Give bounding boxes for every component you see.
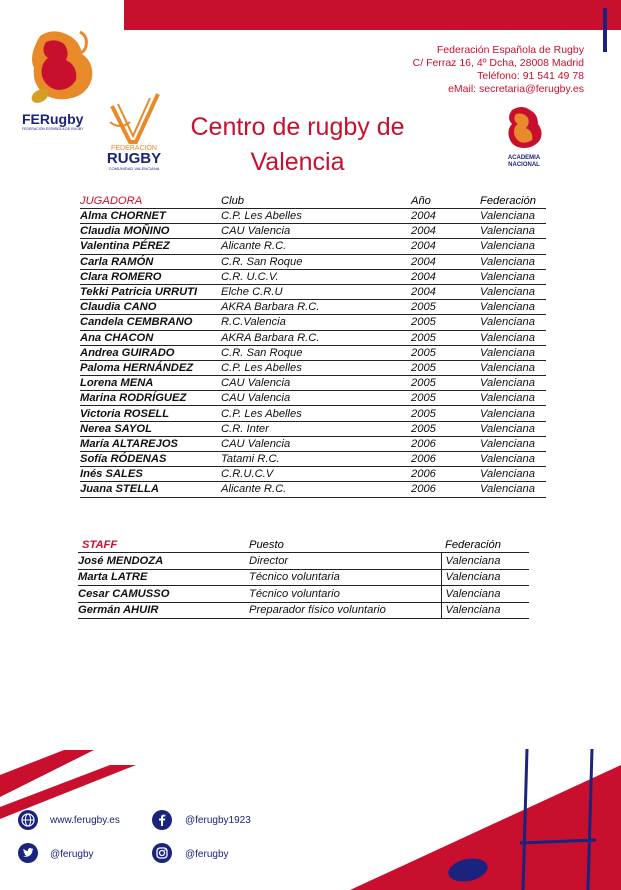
footer-decoration — [0, 735, 621, 890]
staff-row — [78, 569, 529, 586]
player-federation: Valenciana — [480, 345, 546, 360]
players-header-federation: Federación — [480, 193, 546, 209]
player-name: Claudia CANO — [80, 300, 221, 315]
staff-role: Técnico voluntario — [249, 586, 441, 603]
player-federation: Valenciana — [480, 421, 546, 436]
page-title-line1: Centro de rugby de — [190, 113, 405, 141]
player-row — [80, 300, 546, 315]
player-year: 2006 — [411, 452, 480, 467]
player-year: 2005 — [411, 406, 480, 421]
player-year: 2005 — [411, 360, 480, 375]
academia-nacional-logo — [495, 104, 553, 174]
federacion-v-icon — [106, 92, 162, 144]
player-name: Clara ROMERO — [80, 269, 221, 284]
federacion-logo-top: FEDERACIÓN — [111, 145, 157, 152]
staff-federation: Valenciana — [441, 569, 529, 586]
player-name: María ALTAREJOS — [80, 436, 221, 451]
player-name: Juana STELLA — [80, 482, 221, 497]
player-row — [80, 376, 546, 391]
federacion-cv-logo — [104, 92, 164, 174]
players-header-row — [80, 193, 546, 209]
staff-header-name: STAFF — [78, 537, 249, 553]
player-year: 2005 — [411, 345, 480, 360]
footer-facebook-link[interactable]: @ferugby1923 — [185, 815, 251, 826]
player-federation: Valenciana — [480, 239, 546, 254]
staff-row — [78, 586, 529, 603]
top-navy-bar — [603, 8, 607, 52]
top-red-band — [124, 0, 621, 30]
player-name: Claudia MOÑINO — [80, 224, 221, 239]
player-club: CAU Valencia — [221, 376, 411, 391]
player-name: Candela CEMBRANO — [80, 315, 221, 330]
player-year: 2004 — [411, 224, 480, 239]
federation-phone: Teléfono: 91 541 49 78 — [477, 70, 584, 82]
twitter-icon — [18, 843, 38, 868]
player-row — [80, 330, 546, 345]
player-federation: Valenciana — [480, 467, 546, 482]
player-name: Tekki Patricia URRUTI — [80, 284, 221, 299]
players-header-year: Año — [411, 193, 480, 209]
player-name: Sofía RÓDENAS — [80, 452, 221, 467]
ferugby-lion-icon — [22, 26, 104, 108]
staff-header-federation: Federación — [441, 537, 529, 553]
ferugby-logo-text: FERugby — [22, 111, 84, 127]
player-year: 2004 — [411, 284, 480, 299]
player-club: CAU Valencia — [221, 224, 411, 239]
player-federation: Valenciana — [480, 209, 546, 224]
player-row — [80, 254, 546, 269]
federation-address: C/ Ferraz 16, 4º Dcha, 28008 Madrid — [412, 57, 584, 69]
staff-role: Preparador físico voluntario — [249, 602, 441, 619]
player-name: Valentina PÉREZ — [80, 239, 221, 254]
staff-role: Técnico voluntaria — [249, 569, 441, 586]
player-club: Elche C.R.U — [221, 284, 411, 299]
staff-header-role: Puesto — [249, 537, 441, 553]
players-header-name: JUGADORA — [80, 193, 221, 209]
player-year: 2004 — [411, 239, 480, 254]
federation-email: eMail: secretaria@ferugby.es — [448, 83, 584, 95]
player-club: AKRA Barbara R.C. — [221, 300, 411, 315]
player-name: Inés SALES — [80, 467, 221, 482]
player-club: CAU Valencia — [221, 436, 411, 451]
player-year: 2004 — [411, 269, 480, 284]
players-table — [80, 193, 546, 498]
player-name: Nerea SAYOL — [80, 421, 221, 436]
federation-contact — [413, 44, 584, 96]
player-year: 2005 — [411, 421, 480, 436]
player-federation: Valenciana — [480, 452, 546, 467]
staff-row — [78, 602, 529, 619]
player-federation: Valenciana — [480, 330, 546, 345]
player-club: C.R. San Roque — [221, 345, 411, 360]
player-club: C.R. San Roque — [221, 254, 411, 269]
player-club: AKRA Barbara R.C. — [221, 330, 411, 345]
player-name: Andrea GUIRADO — [80, 345, 221, 360]
player-name: Paloma HERNÁNDEZ — [80, 360, 221, 375]
player-federation: Valenciana — [480, 376, 546, 391]
player-club: Tatami R.C. — [221, 452, 411, 467]
player-year: 2004 — [411, 254, 480, 269]
instagram-icon — [152, 843, 172, 868]
staff-header-row — [78, 537, 529, 553]
player-federation: Valenciana — [480, 406, 546, 421]
player-name: Lorena MENA — [80, 376, 221, 391]
player-federation: Valenciana — [480, 224, 546, 239]
player-federation: Valenciana — [480, 269, 546, 284]
staff-role: Director — [249, 553, 441, 570]
ferugby-logo — [22, 26, 104, 136]
player-club: C.P. Les Abelles — [221, 406, 411, 421]
player-row — [80, 482, 546, 497]
player-row — [80, 360, 546, 375]
staff-name: Cesar CAMUSSO — [78, 586, 249, 603]
player-federation: Valenciana — [480, 254, 546, 269]
player-row — [80, 452, 546, 467]
player-year: 2006 — [411, 467, 480, 482]
players-header-club: Club — [221, 193, 411, 209]
facebook-icon — [152, 810, 172, 835]
footer-twitter-link[interactable]: @ferugby — [50, 849, 94, 860]
staff-name: Germán AHUIR — [78, 602, 249, 619]
staff-table — [78, 537, 529, 619]
player-club: C.R. Inter — [221, 421, 411, 436]
player-federation: Valenciana — [480, 284, 546, 299]
federation-name: Federación Española de Rugby — [436, 44, 584, 56]
staff-name: José MENDOZA — [78, 553, 249, 570]
page-title — [180, 110, 415, 180]
staff-row — [78, 553, 529, 570]
ferugby-logo-subtext: FEDERACIÓN ESPAÑOLA DE RUGBY — [22, 127, 84, 131]
player-federation: Valenciana — [480, 315, 546, 330]
player-federation: Valenciana — [480, 391, 546, 406]
player-club: C.P. Les Abelles — [221, 209, 411, 224]
player-club: C.P. Les Abelles — [221, 360, 411, 375]
player-row — [80, 269, 546, 284]
academia-logo-line2: NACIONAL — [508, 162, 540, 168]
player-row — [80, 406, 546, 421]
player-row — [80, 284, 546, 299]
player-name: Marina RODRÍGUEZ — [80, 391, 221, 406]
website-icon — [18, 810, 38, 835]
player-club: R.C.Valencia — [221, 315, 411, 330]
player-name: Ana CHACON — [80, 330, 221, 345]
player-federation: Valenciana — [480, 436, 546, 451]
player-federation: Valenciana — [480, 482, 546, 497]
staff-federation: Valenciana — [441, 553, 529, 570]
player-federation: Valenciana — [480, 300, 546, 315]
player-club: Alicante R.C. — [221, 239, 411, 254]
player-name: Victoria ROSELL — [80, 406, 221, 421]
player-year: 2005 — [411, 300, 480, 315]
player-row — [80, 467, 546, 482]
player-row — [80, 345, 546, 360]
player-row — [80, 209, 546, 224]
player-year: 2004 — [411, 209, 480, 224]
player-row — [80, 436, 546, 451]
staff-federation: Valenciana — [441, 602, 529, 619]
player-year: 2005 — [411, 330, 480, 345]
player-row — [80, 239, 546, 254]
player-name: Carla RAMÓN — [80, 254, 221, 269]
player-club: CAU Valencia — [221, 391, 411, 406]
staff-federation: Valenciana — [441, 586, 529, 603]
player-year: 2006 — [411, 482, 480, 497]
player-row — [80, 421, 546, 436]
player-year: 2005 — [411, 315, 480, 330]
player-row — [80, 224, 546, 239]
academia-lion-icon — [502, 104, 546, 150]
player-row — [80, 315, 546, 330]
player-year: 2006 — [411, 436, 480, 451]
player-year: 2005 — [411, 391, 480, 406]
page-title-line2: Valencia — [250, 148, 345, 176]
footer-instagram-link[interactable]: @ferugby — [185, 849, 229, 860]
federacion-logo-sub: COMUNIDAD VALENCIANA — [108, 166, 160, 171]
academia-logo-line1: ACADEMIA — [507, 155, 541, 161]
staff-name: Marta LATRE — [78, 569, 249, 586]
player-club: C.R.U.C.V — [221, 467, 411, 482]
player-row — [80, 391, 546, 406]
player-name: Alma CHORNET — [80, 209, 221, 224]
footer-website-link[interactable]: www.ferugby.es — [50, 815, 120, 826]
player-federation: Valenciana — [480, 360, 546, 375]
federacion-logo-main: RUGBY — [106, 150, 162, 167]
player-year: 2005 — [411, 376, 480, 391]
player-club: Alicante R.C. — [221, 482, 411, 497]
player-club: C.R. U.C.V. — [221, 269, 411, 284]
